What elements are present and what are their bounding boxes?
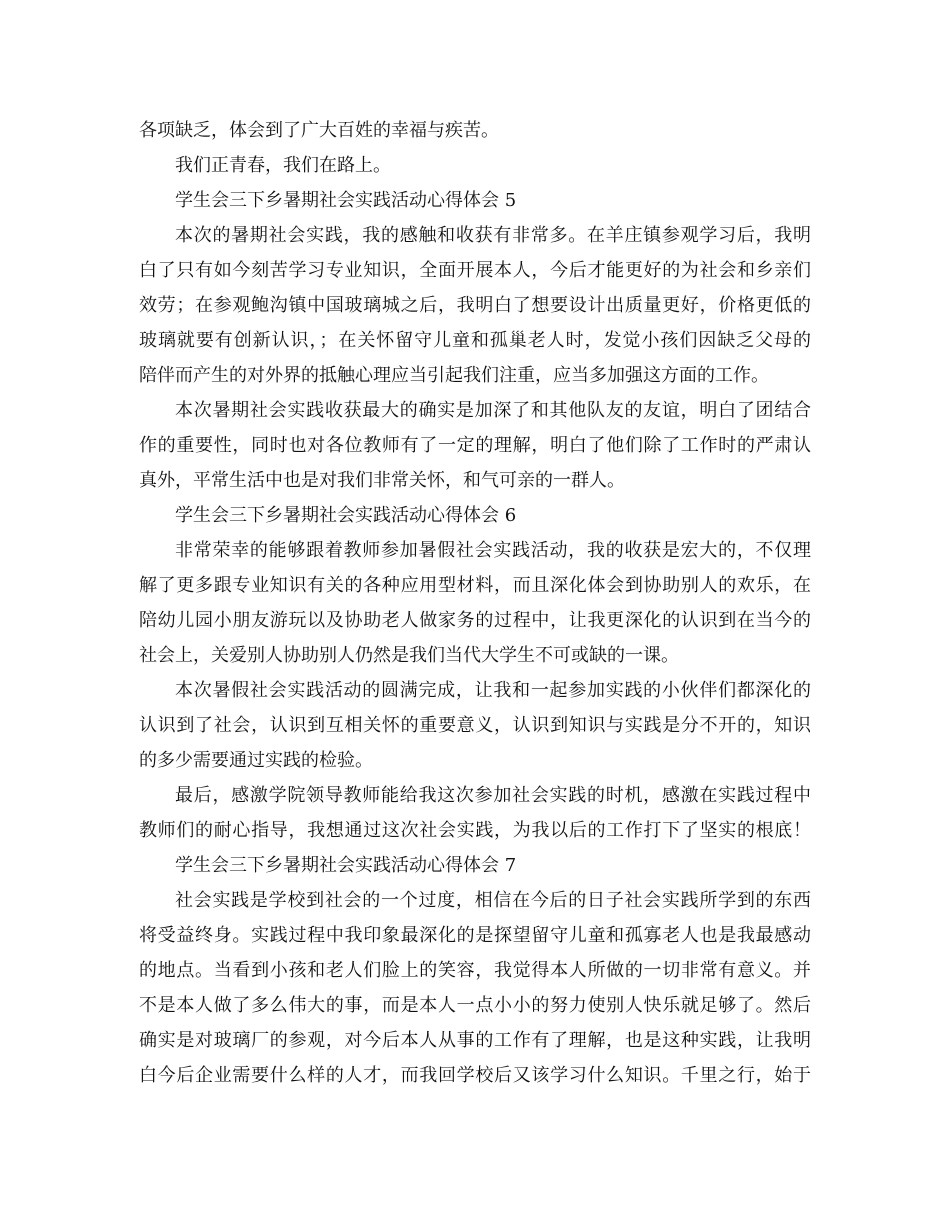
text-line: 陪伴而产生的对外界的抵触心理应当引起我们注重，应当多加强这方面的工作。 [139,365,769,386]
text-line: 本次暑期社会实践收获最大的确实是加深了和其他队友的友谊，明白了团结合 [175,400,811,421]
text-line: 本次暑假社会实践活动的圆满完成，让我和一起参加实践的小伙伴们都深化的 [175,680,811,701]
text-line: 本次的暑期社会实践，我的感触和收获有非常多。在羊庄镇参观学习后，我明 [175,225,811,246]
text-line: 玻璃就要有创新认识，；在关怀留守儿童和孤巢老人时，发觉小孩们因缺乏父母的 [139,330,811,351]
text-line: 的多少需要通过实践的检验。 [139,750,373,771]
text-line: 陪幼儿园小朋友游玩以及协助老人做家务的过程中，让我更深化的认识到在当今的 [139,610,811,631]
text-line: 教师们的耐心指导，我想通过这次社会实践，为我以后的工作打下了坚实的根底！ [139,820,811,841]
text-line: 不是本人做了多么伟大的事，而是本人一点小小的努力使别人快乐就足够了。然后 [139,995,811,1016]
text-line: 作的重要性，同时也对各位教师有了一定的理解，明白了他们除了工作时的严肃认 [139,435,811,456]
text-line: 的地点。当看到小孩和老人们脸上的笑容，我觉得本人所做的一切非常有意义。并 [139,960,811,981]
text-line: 确实是对玻璃厂的参观，对今后本人从事的工作有了理解，也是这种实践，让我明 [139,1030,811,1051]
text-line: 将受益终身。实践过程中我印象最深化的是探望留守儿童和孤寡老人也是我最感动 [139,925,811,946]
document-body [139,113,811,1093]
text-line: 最后，感激学院领导教师能给我这次参加社会实践的时机，感激在实践过程中 [175,785,811,806]
text-line: 真外，平常生活中也是对我们非常关怀，和气可亲的一群人。 [139,470,625,491]
text-line: 社会上，关爱别人协助别人仍然是我们当代大学生不可或缺的一课。 [139,645,679,666]
text-line: 解了更多跟专业知识有关的各种应用型材料，而且深化体会到协助别人的欢乐，在 [139,575,811,596]
text-line: 社会实践是学校到社会的一个过度，相信在今后的日子社会实践所学到的东西 [175,890,811,911]
text-line: 我们正青春，我们在路上。 [175,155,391,176]
text-line: 白今后企业需要什么样的人才，而我回学校后又该学习什么知识。千里之行，始于 [139,1065,811,1086]
text-line: 效劳；在参观鲍沟镇中国玻璃城之后，我明白了想要设计出质量更好，价格更低的 [139,295,811,316]
text-line: 认识到了社会，认识到互相关怀的重要意义，认识到知识与实践是分不开的，知识 [139,715,811,736]
text-line: 非常荣幸的能够跟着教师参加暑假社会实践活动，我的收获是宏大的，不仅理 [175,540,811,561]
text-line: 学生会三下乡暑期社会实践活动心得体会 7 [175,855,517,876]
text-line: 学生会三下乡暑期社会实践活动心得体会 5 [175,190,517,211]
text-line: 白了只有如今刻苦学习专业知识，全面开展本人，今后才能更好的为社会和乡亲们 [139,260,811,281]
text-line: 学生会三下乡暑期社会实践活动心得体会 6 [175,505,517,526]
text-line: 各项缺乏，体会到了广大百姓的幸福与疾苦。 [139,120,499,141]
